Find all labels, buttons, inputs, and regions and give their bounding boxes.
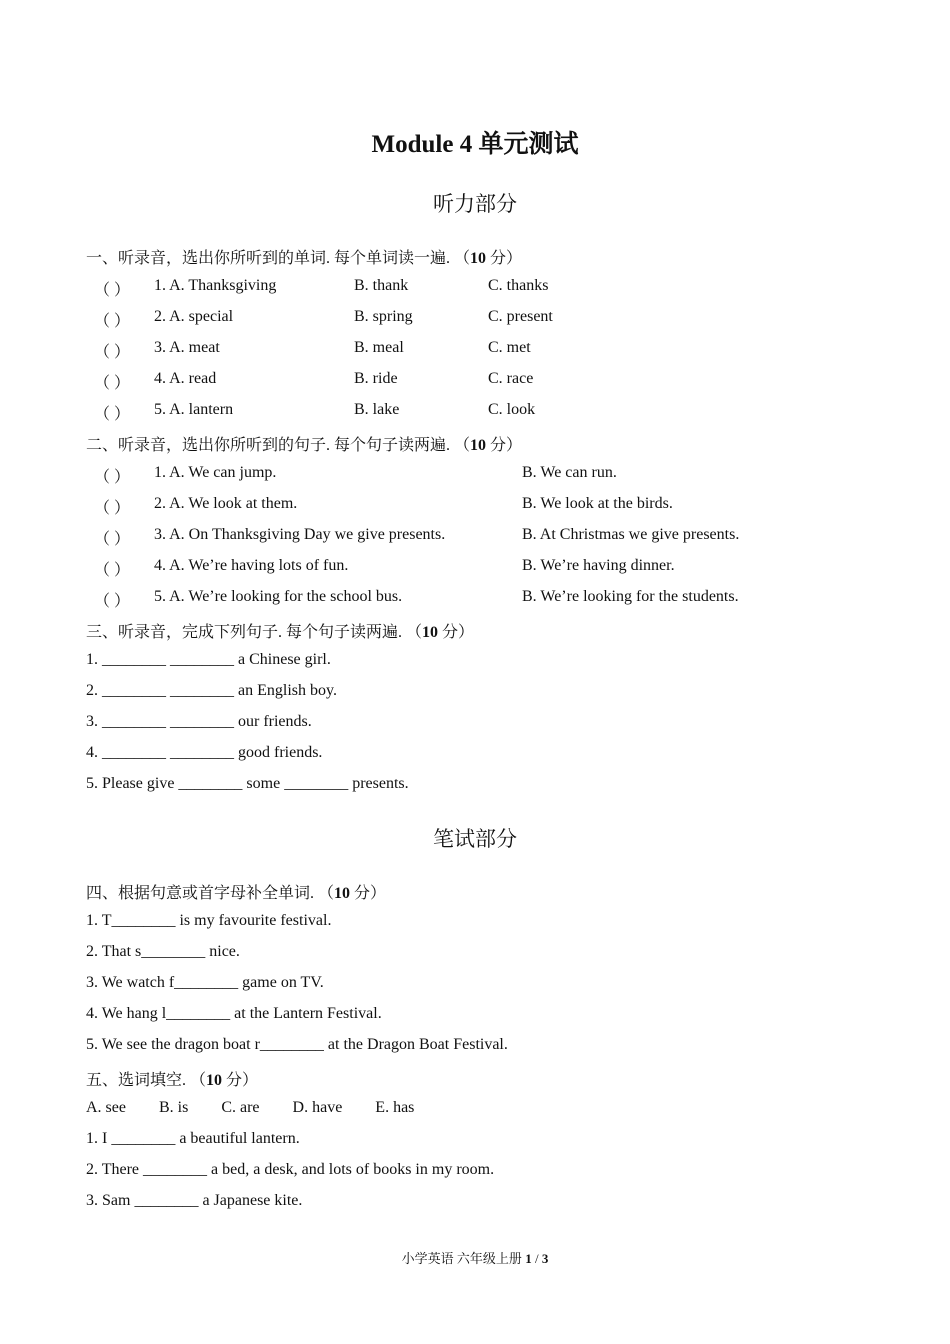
answer-parentheses[interactable]: （ ） bbox=[94, 344, 131, 361]
section2-heading-text: 二、听录音，选出你所听到的句子. 每个句子读两遍. （ bbox=[86, 437, 471, 454]
section5-score: 10 bbox=[206, 1072, 223, 1089]
option-a: 5. A. We’re looking for the school bus. bbox=[154, 588, 403, 605]
section5-sentence[interactable]: 2. There ________ a bed, a desk, and lots of books in my room. bbox=[86, 1161, 495, 1178]
answer-parentheses[interactable]: （ ） bbox=[94, 313, 131, 330]
section1-heading bbox=[86, 245, 522, 268]
section5-sentence[interactable]: 3. Sam ________ a Japanese kite. bbox=[86, 1192, 303, 1209]
section1-question bbox=[86, 339, 886, 361]
word-option: B. is bbox=[158, 1099, 189, 1116]
option-a: 4. A. We’re having lots of fun. bbox=[154, 557, 349, 574]
word-option: A. see bbox=[86, 1099, 126, 1116]
section2-score: 10 bbox=[470, 437, 487, 454]
option-a: 1. A. We can jump. bbox=[154, 464, 277, 481]
option-a: 1. A. Thanksgiving bbox=[154, 277, 277, 294]
section3-heading-text: 三、听录音，完成下列句子. 每个句子读两遍. （ bbox=[86, 624, 423, 641]
option-b: B. We look at the birds. bbox=[522, 495, 673, 512]
section2-question bbox=[86, 464, 886, 486]
answer-parentheses[interactable]: （ ） bbox=[94, 500, 131, 517]
listening-section-title: 听力部分 bbox=[433, 192, 517, 216]
word-option: D. have bbox=[292, 1099, 343, 1116]
section3-sentence[interactable]: 4. ________ ________ good friends. bbox=[86, 744, 323, 761]
section2-score-tail: 分） bbox=[486, 437, 523, 454]
section3-sentence[interactable]: 1. ________ ________ a Chinese girl. bbox=[86, 651, 331, 668]
answer-parentheses[interactable]: （ ） bbox=[94, 406, 131, 423]
section5-heading bbox=[86, 1067, 258, 1090]
writing-section-title: 笔试部分 bbox=[433, 827, 517, 851]
answer-parentheses[interactable]: （ ） bbox=[94, 469, 131, 486]
section1-question bbox=[86, 370, 886, 392]
option-b: B. ride bbox=[354, 370, 398, 387]
option-b: B. lake bbox=[354, 401, 400, 418]
answer-parentheses[interactable]: （ ） bbox=[94, 375, 131, 392]
section1-question bbox=[86, 401, 886, 423]
option-a: 5. A. lantern bbox=[154, 401, 234, 418]
section4-sentence[interactable]: 3. We watch f________ game on TV. bbox=[86, 974, 324, 991]
section3-sentence[interactable]: 2. ________ ________ an English boy. bbox=[86, 682, 337, 699]
section5-heading-text: 五、选词填空. （ bbox=[86, 1072, 207, 1089]
answer-parentheses[interactable]: （ ） bbox=[94, 562, 131, 579]
section2-question bbox=[86, 557, 886, 579]
section5-score-tail: 分） bbox=[222, 1072, 259, 1089]
option-b: B. We’re having dinner. bbox=[522, 557, 675, 574]
option-b: B. We’re looking for the students. bbox=[522, 588, 739, 605]
answer-parentheses[interactable]: （ ） bbox=[94, 531, 131, 548]
section1-score-tail: 分） bbox=[486, 250, 523, 267]
option-a: 3. A. meat bbox=[154, 339, 220, 356]
option-a: 2. A. special bbox=[154, 308, 234, 325]
section3-heading bbox=[86, 619, 474, 642]
section4-sentence[interactable]: 5. We see the dragon boat r________ at the Dragon Boat Festival. bbox=[86, 1036, 508, 1053]
option-b: B. meal bbox=[354, 339, 404, 356]
section4-sentence[interactable]: 2. That s________ nice. bbox=[86, 943, 240, 960]
section2-question bbox=[86, 588, 886, 610]
section5-sentence[interactable]: 1. I ________ a beautiful lantern. bbox=[86, 1130, 300, 1147]
section3-sentence[interactable]: 5. Please give ________ some ________ presents. bbox=[86, 775, 409, 792]
footer-text: 小学英语 六年级上册 bbox=[401, 1251, 526, 1266]
option-a: 3. A. On Thanksgiving Day we give presents. bbox=[154, 526, 446, 543]
option-a: 4. A. read bbox=[154, 370, 217, 387]
page-separator: / bbox=[531, 1251, 542, 1266]
section2-question bbox=[86, 526, 886, 548]
option-b: B. At Christmas we give presents. bbox=[522, 526, 740, 543]
option-a: 2. A. We look at them. bbox=[154, 495, 298, 512]
section1-score: 10 bbox=[470, 250, 487, 267]
option-b: B. spring bbox=[354, 308, 413, 325]
option-c: C. race bbox=[488, 370, 534, 387]
option-c: C. met bbox=[488, 339, 531, 356]
section2-heading bbox=[86, 432, 522, 455]
page-title: Module 4 单元测试 bbox=[371, 131, 579, 158]
word-option: C. are bbox=[221, 1099, 260, 1116]
section2-question bbox=[86, 495, 886, 517]
option-b: B. thank bbox=[354, 277, 409, 294]
section3-score: 10 bbox=[422, 624, 439, 641]
option-c: C. thanks bbox=[488, 277, 549, 294]
section1-heading-text: 一、听录音，选出你所听到的单词. 每个单词读一遍. （ bbox=[86, 250, 471, 267]
section4-score-tail: 分） bbox=[350, 885, 387, 902]
section4-heading-text: 四、根据句意或首字母补全单词. （ bbox=[86, 885, 335, 902]
section1-question bbox=[86, 308, 886, 330]
word-option: E. has bbox=[375, 1099, 415, 1116]
answer-parentheses[interactable]: （ ） bbox=[94, 593, 131, 610]
option-b: B. We can run. bbox=[522, 464, 617, 481]
section3-sentence[interactable]: 3. ________ ________ our friends. bbox=[86, 713, 312, 730]
section4-heading bbox=[86, 880, 386, 903]
page-footer bbox=[0, 1248, 950, 1267]
option-c: C. present bbox=[488, 308, 553, 325]
page-total: 3 bbox=[541, 1251, 549, 1266]
option-c: C. look bbox=[488, 401, 536, 418]
section4-score: 10 bbox=[334, 885, 351, 902]
section1-question bbox=[86, 277, 886, 299]
section4-sentence[interactable]: 1. T________ is my favourite festival. bbox=[86, 912, 332, 929]
answer-parentheses[interactable]: （ ） bbox=[94, 282, 131, 299]
section4-sentence[interactable]: 4. We hang l________ at the Lantern Festival. bbox=[86, 1005, 382, 1022]
page-number: 1 bbox=[525, 1251, 532, 1266]
word-options bbox=[86, 1099, 447, 1117]
section3-score-tail: 分） bbox=[438, 624, 475, 641]
